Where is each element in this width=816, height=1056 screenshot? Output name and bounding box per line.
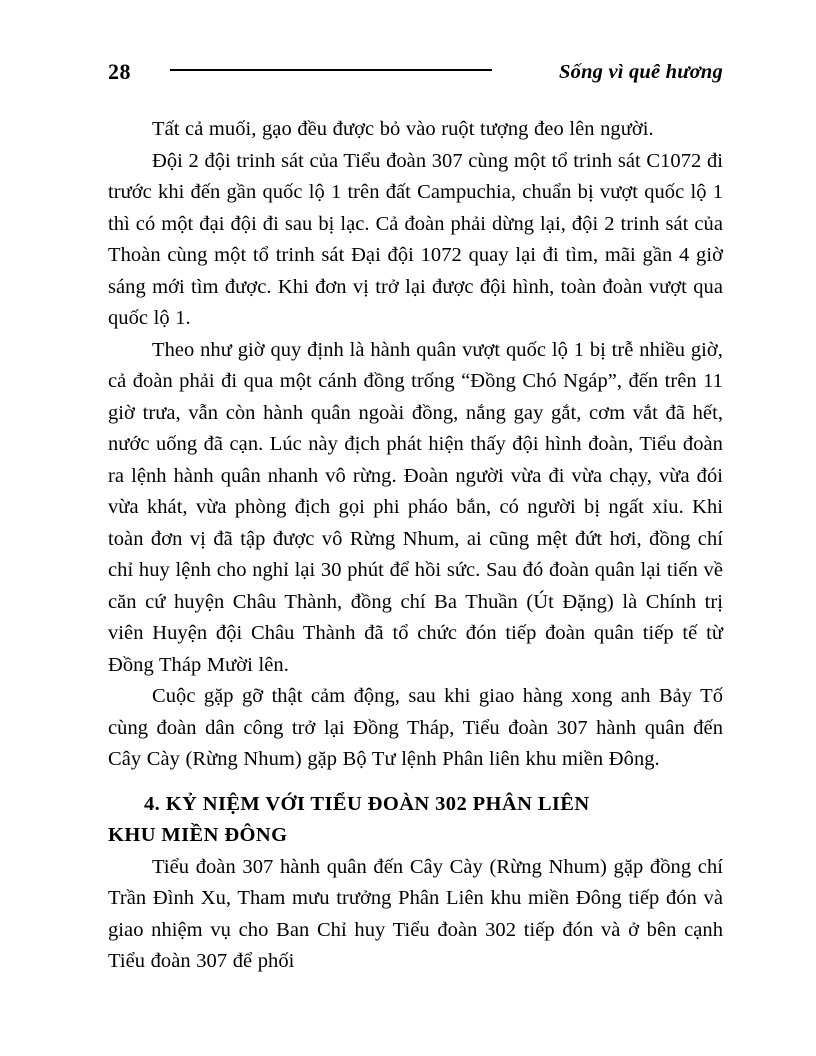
running-title: Sống vì quê hương xyxy=(559,60,723,83)
section-heading xyxy=(108,789,723,852)
page-number: 28 xyxy=(108,59,131,84)
paragraph: Theo như giờ quy định là hành quân vượt quốc lộ 1 bị trễ nhiều giờ, cả đoàn phải đi qua một cánh đồng trống “Đồng Chó Ngáp”, đến trên 11 giờ trưa, vẫn còn hành quân ngoài đồng, nắng gay gắt, cơm vắt đã hết, nước uống đã cạn. Lúc này địch phát hiện thấy đội hình đoàn, Tiểu đoàn ra lệnh hành quân nhanh vô rừng. Đoàn người vừa đi vừa chạy, vừa đói vừa khát, vừa phòng địch gọi phi pháo bắn, có người bị ngất xỉu. Khi toàn đơn vị đã tập được vô Rừng Nhum, ai cũng mệt đứt hơi, đồng chí chỉ huy lệnh cho nghỉ lại 30 phút để hồi sức. Sau đó đoàn quân lại tiến về căn cứ huyện Châu Thành, đồng chí Ba Thuần (Út Đặng) là Chính trị viên Huyện đội Châu Thành đã tổ chức đón tiếp đoàn quân tiếp tế từ Đồng Tháp Mười lên. xyxy=(108,338,723,676)
paragraph: Tất cả muối, gạo đều được bỏ vào ruột tượng đeo lên người. xyxy=(152,118,654,140)
section-heading-line-2: KHU MIỀN ĐÔNG xyxy=(108,824,288,846)
body-text xyxy=(108,114,723,978)
paragraph: Tiểu đoàn 307 hành quân đến Cây Cày (Rừng Nhum) gặp đồng chí Trần Đình Xu, Tham mưu trưởng Phân Liên khu miền Đông tiếp đón và giao nhiệm vụ cho Ban Chỉ huy Tiểu đoàn 302 tiếp đón và ở bên cạnh Tiểu đoàn 307 để phối xyxy=(108,855,723,972)
paragraph: Cuộc gặp gỡ thật cảm động, sau khi giao hàng xong anh Bảy Tố cùng đoàn dân công trở lại Đồng Tháp, Tiểu đoàn 307 hành quân đến Cây Cày (Rừng Nhum) gặp Bộ Tư lệnh Phân liên khu miền Đông. xyxy=(108,685,723,770)
paragraph: Đội 2 đội trinh sát của Tiểu đoàn 307 cùng một tổ trinh sát C1072 đi trước khi đến gần quốc lộ 1 trên đất Campuchia, chuẩn bị vượt quốc lộ 1 thì có một đại đội đi sau bị lạc. Cả đoàn phải dừng lại, đội 2 trinh sát của Thoàn cùng một tổ trinh sát Đại đội 1072 quay lại đi tìm, mãi gần 4 giờ sáng mới tìm được. Khi đơn vị trở lại được đội hình, toàn đoàn vượt qua quốc lộ 1. xyxy=(108,149,723,329)
section-heading-line-1: 4. KỶ NIỆM VỚI TIỂU ĐOÀN 302 PHÂN LIÊN xyxy=(144,792,590,815)
page-header xyxy=(108,52,723,92)
header-rule xyxy=(170,69,492,71)
page-content xyxy=(108,52,723,978)
